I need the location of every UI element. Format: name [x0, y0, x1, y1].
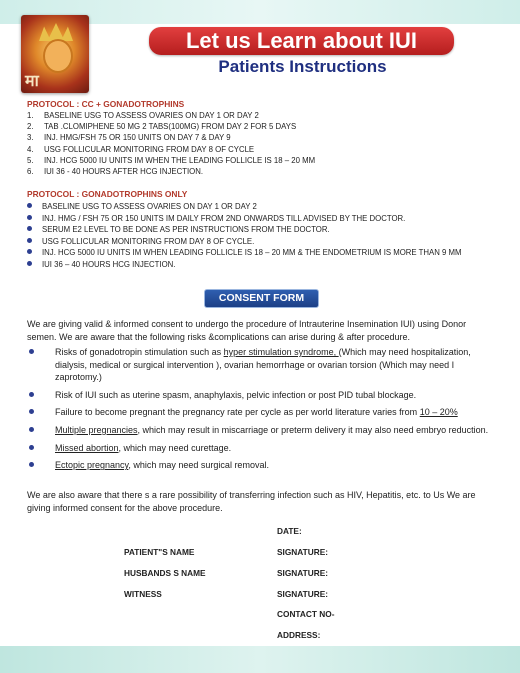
risk-item	[27, 346, 493, 384]
page-subtitle: Patients Instructions	[218, 57, 387, 76]
husband-signature-label: SIGNATURE:	[277, 568, 329, 578]
witness-label: WITNESS	[124, 589, 162, 599]
risk-list	[27, 346, 493, 472]
risk-text: , which may need surgical removal.	[128, 460, 269, 471]
bottom-decorative-band	[0, 646, 520, 673]
risk-item	[27, 406, 493, 419]
consent-intro: We are giving valid & informed consent to undergo the procedure of Intrauterine Insemination IUI) using Donor semen. We are aware that the following risks &complications can arise during & after procedure.	[27, 319, 467, 342]
risk-item	[27, 389, 493, 402]
list-item	[27, 166, 315, 177]
page-title: Let us Learn about IUI	[149, 27, 454, 55]
husband-name-label: HUSBANDS S NAME	[124, 568, 206, 578]
risk-underlined: Ectopic pregnancy	[55, 460, 129, 471]
list-item	[27, 213, 462, 225]
item-number: 4.	[27, 144, 34, 154]
patient-signature-label: SIGNATURE:	[277, 547, 329, 557]
protocol2-heading: PROTOCOL : GONADOTROPHINS ONLY	[27, 189, 188, 199]
item-text: IUI 36 – 40 HOURS HCG INJECTION.	[42, 259, 176, 269]
risk-text: Failure to become pregnant the pregnancy rate per cycle as per world literature varies from	[55, 407, 420, 418]
list-item	[27, 224, 462, 236]
item-number: 1.	[27, 111, 34, 120]
protocol1-list	[27, 110, 315, 177]
item-text: BASELINE USG TO ASSESS OVARIES ON DAY 1 OR DAY 2	[44, 111, 259, 120]
item-text: BASELINE USG TO ASSESS OVARIES ON DAY 1 OR DAY 2	[42, 202, 257, 211]
bullet-icon	[27, 203, 32, 208]
bullet-icon	[29, 445, 34, 450]
item-number: 3.	[27, 133, 34, 143]
protocol2-list	[27, 201, 462, 271]
list-item	[27, 236, 462, 248]
bullet-icon	[29, 409, 34, 414]
item-text: USG FOLLICULAR MONITORING FROM DAY 8 OF CYCLE.	[42, 236, 255, 246]
item-text: INJ. HMG / FSH 75 OR 150 UNITS IM DAILY FROM 2ND ONWARDS TILL ADVISED BY THE DOCTOR.	[42, 213, 406, 223]
face-shape	[43, 39, 73, 73]
deity-glyph: मा	[25, 73, 39, 90]
item-text: TAB .CLOMIPHENE 50 MG 2 TABS(100MG) FROM DAY 2 FOR 5 DAYS	[44, 122, 297, 132]
item-number: 6.	[27, 166, 34, 176]
address-label: ADDRESS:	[277, 630, 321, 640]
consent-form-heading: CONSENT FORM	[204, 289, 319, 308]
list-item	[27, 247, 462, 259]
contact-label: CONTACT NO-	[277, 609, 335, 619]
list-item	[27, 132, 315, 143]
risk-item	[27, 459, 493, 472]
bullet-icon	[27, 215, 32, 220]
list-item	[27, 201, 462, 213]
protocol1-heading: PROTOCOL : CC + GONADOTROPHINS	[27, 99, 185, 109]
list-item	[27, 144, 315, 155]
list-item	[27, 110, 315, 121]
witness-signature-label: SIGNATURE:	[277, 589, 329, 599]
risk-item	[27, 442, 493, 455]
item-text: INJ. HCG 5000 IU UNITS IM WHEN LEADING FOLLICLE IS 18 – 20 MM & THE ENDOMETRIUM IS MORE THAN 9 MM	[42, 248, 462, 258]
bullet-icon	[27, 249, 32, 254]
item-text: IUI 36 - 40 HOURS AFTER HCG INJECTION.	[44, 166, 203, 176]
date-label: DATE:	[277, 526, 302, 536]
risk-text: , which may need curettage.	[118, 442, 232, 453]
item-text: INJ. HCG 5000 IU UNITS IM WHEN THE LEADING FOLLICLE IS 18 – 20 MM	[44, 155, 316, 165]
risk-text: , which may result in miscarriage or preterm delivery it may also need embryo reduction.	[137, 424, 489, 435]
bullet-icon	[29, 427, 34, 432]
goddess-image	[21, 15, 89, 93]
risk-text: (Which may need hospitalization, dialysis, medical or surgical intervention ), ovarian hemorrhage or ovarian torsion (Which may need I zaprotomy.)	[55, 347, 471, 383]
item-number: 2.	[27, 122, 34, 132]
risk-text: Risks of gonadotropin stimulation such as	[55, 347, 224, 357]
bullet-icon	[27, 226, 32, 231]
bullet-icon	[27, 238, 32, 243]
item-text: SERUM E2 LEVEL TO BE DONE AS PER INSTRUCTIONS FROM THE DOCTOR.	[42, 225, 330, 235]
list-item	[27, 259, 462, 271]
risk-underlined: 10 – 20%	[419, 407, 458, 418]
list-item	[27, 155, 315, 166]
bullet-icon	[27, 261, 32, 266]
item-text: USG FOLLICULAR MONITORING FROM DAY 8 OF CYCLE	[44, 144, 255, 154]
risk-underlined: hyper stimulation syndrome,	[223, 347, 339, 357]
risk-item	[27, 424, 493, 437]
item-text: INJ. HMG/FSH 75 OR 150 UNITS ON DAY 7 & DAY 9	[44, 133, 231, 143]
item-number: 5.	[27, 155, 34, 165]
bullet-icon	[29, 392, 34, 397]
bullet-icon	[29, 349, 34, 354]
bullet-icon	[29, 462, 34, 467]
risk-text: Risk of IUI such as uterine spasm, anaphylaxis, pelvic infection or post PID tubal blockage.	[55, 389, 417, 400]
risk-underlined: Multiple pregnancies	[55, 424, 138, 435]
risk-underlined: Missed abortion	[55, 442, 119, 453]
consent-outro: We are also aware that there s a rare possibility of transferring infection such as HIV, Hepatitis, etc. to Us We are giving informed consent for the above procedure.	[27, 490, 476, 513]
patient-name-label: PATIENT"S NAME	[124, 547, 195, 557]
list-item	[27, 121, 315, 132]
